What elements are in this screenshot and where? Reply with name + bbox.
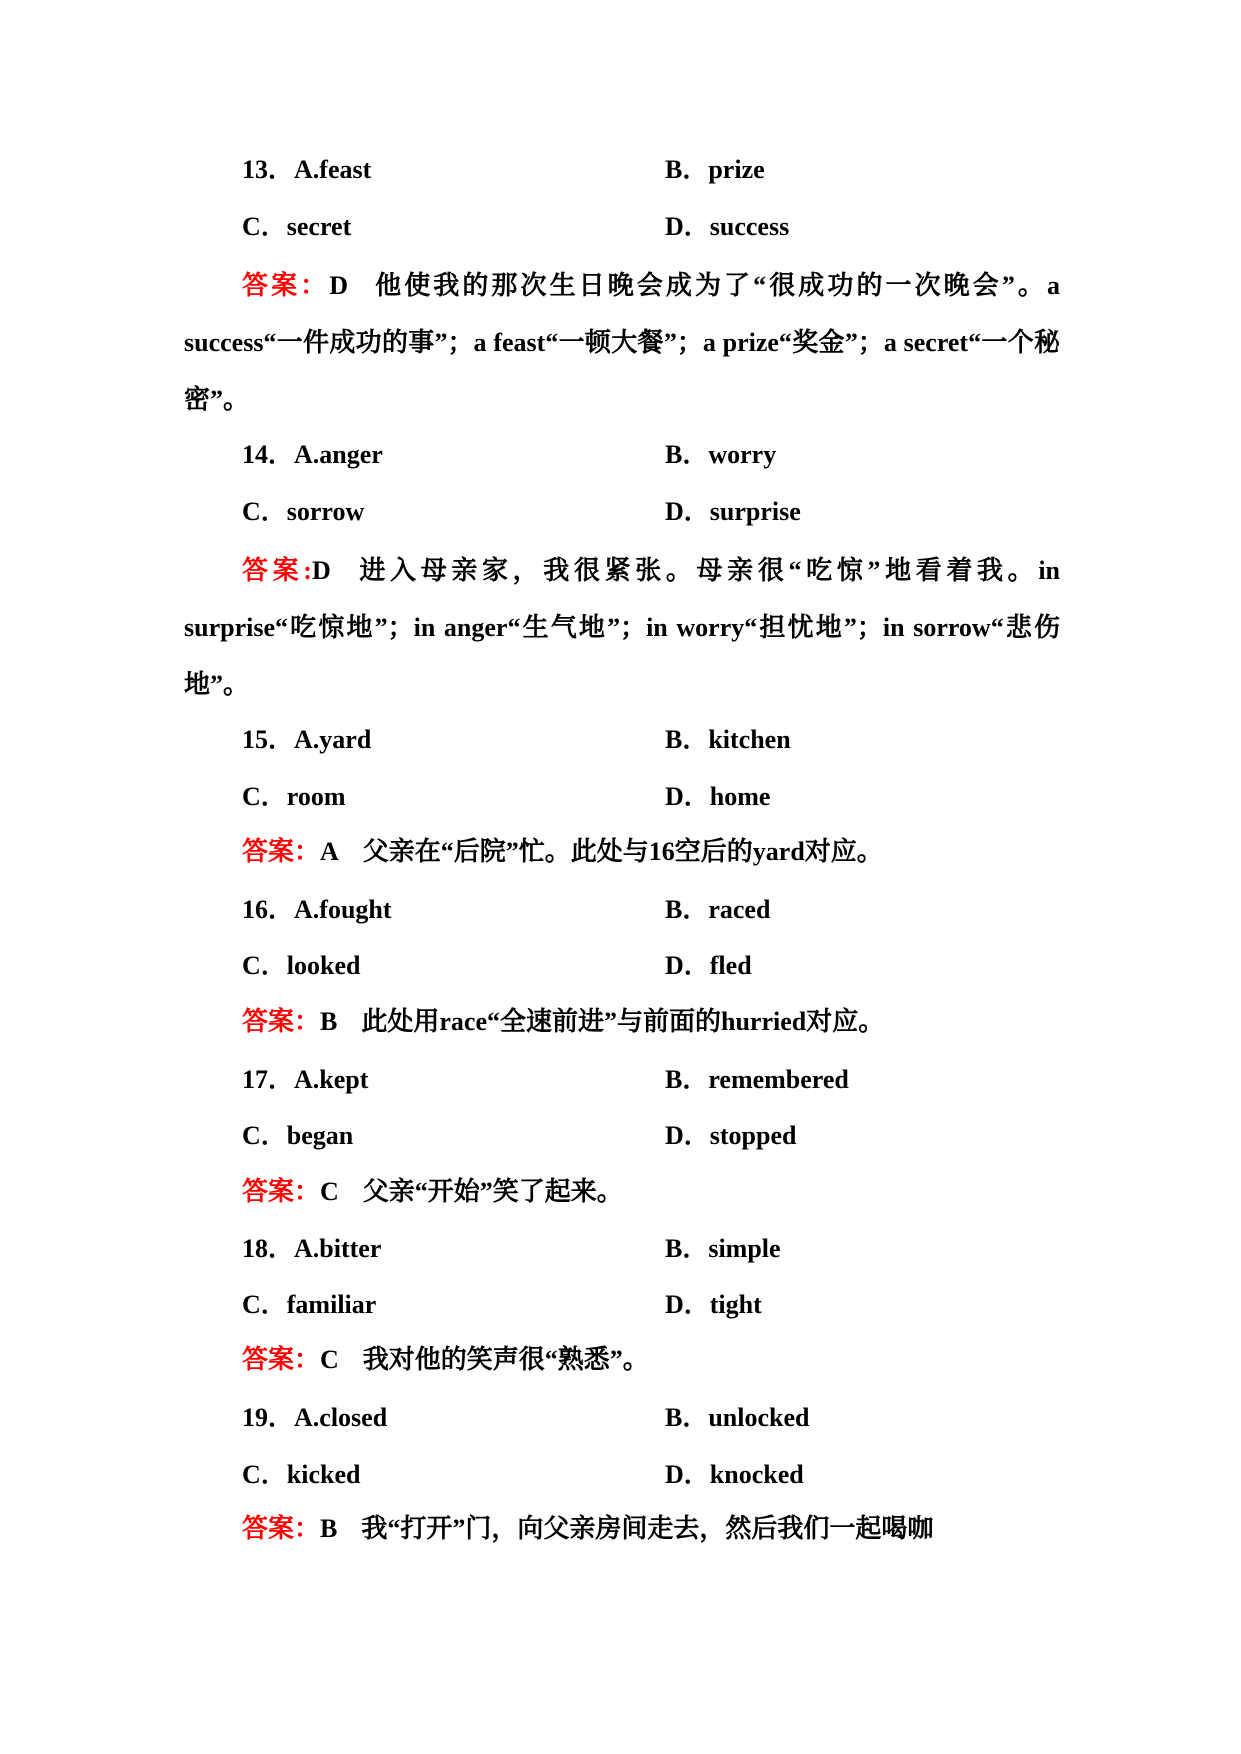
answer-explanation: 父亲在“后院”忙。此处与16空后的yard对应。 <box>362 837 883 866</box>
option-row <box>0 777 1241 817</box>
option-d: D．success <box>665 212 790 241</box>
option-row <box>0 1455 1241 1495</box>
option-a: 14．A.anger <box>242 435 383 475</box>
question-number: 15． <box>242 725 295 754</box>
answer-paragraph <box>184 257 1060 428</box>
option-row <box>0 946 1241 986</box>
option-d: D．fled <box>665 951 752 980</box>
option-c: C．secret <box>242 212 352 241</box>
option-row <box>0 1229 1241 1269</box>
answer-explanation: 我对他的笑声很“熟悉”。 <box>362 1345 649 1374</box>
option-row <box>0 492 1241 532</box>
option-row <box>0 1398 1241 1438</box>
option-d: D．home <box>665 782 771 811</box>
answer-explanation: 他使我的那次生日晚会成为了“很成功的一次晚会”。a success“一件成功的事”；a feast“一顿大餐”；a prize“奖金”；a secret“一个秘密”。 <box>184 271 1060 414</box>
option-row <box>0 890 1241 930</box>
option-c: C．room <box>242 782 346 811</box>
option-b: B．kitchen <box>665 725 791 754</box>
question-number: 19． <box>242 1403 295 1432</box>
option-b: B．remembered <box>665 1065 849 1094</box>
option-row <box>0 1060 1241 1100</box>
answer-label: 答案: <box>242 556 312 585</box>
option-b: B．worry <box>665 440 777 469</box>
option-c: C．sorrow <box>242 497 365 526</box>
option-row <box>0 150 1241 190</box>
answer-explanation: 此处用race“全速前进”与前面的hurried对应。 <box>361 1007 885 1036</box>
option-a: 17．A.kept <box>242 1060 368 1100</box>
answer-label: 答案： <box>242 1345 321 1374</box>
option-b: B．prize <box>665 155 765 184</box>
answer-paragraph <box>184 542 1060 713</box>
answer-label: 答案： <box>242 271 330 300</box>
option-row <box>0 1116 1241 1156</box>
option-b: B．simple <box>665 1234 781 1263</box>
option-d: D．tight <box>665 1290 762 1319</box>
answer-key: D <box>311 556 331 585</box>
answer-label: 答案： <box>242 1007 321 1036</box>
question-number: 13． <box>242 155 295 184</box>
answer-paragraph <box>184 1500 1060 1557</box>
answer-key: D <box>329 271 349 300</box>
option-row <box>0 207 1241 247</box>
answer-label: 答案： <box>242 837 321 866</box>
answer-paragraph <box>184 993 1060 1050</box>
question-number: 17． <box>242 1065 295 1094</box>
option-b: B．raced <box>665 895 771 924</box>
answer-key: A <box>320 837 339 866</box>
option-c: C．familiar <box>242 1290 377 1319</box>
option-a: 19．A.closed <box>242 1398 387 1438</box>
option-row <box>0 720 1241 760</box>
answer-key: B <box>320 1514 338 1543</box>
option-c: C．began <box>242 1121 354 1150</box>
answer-explanation: 我“打开”门，向父亲房间走去，然后我们一起喝咖 <box>361 1514 934 1543</box>
answer-paragraph <box>184 823 1060 880</box>
option-row <box>0 1285 1241 1325</box>
answer-paragraph <box>184 1163 1060 1220</box>
answer-label: 答案： <box>242 1514 321 1543</box>
option-d: D．surprise <box>665 497 801 526</box>
answer-explanation: 进入母亲家，我很紧张。母亲很“吃惊”地看着我。in surprise“吃惊地”；in anger“生气地”；in worry“担忧地”；in sorrow“悲伤地”。 <box>184 556 1060 699</box>
question-number: 14． <box>242 440 295 469</box>
option-d: D．knocked <box>665 1460 804 1489</box>
answer-paragraph <box>184 1331 1060 1388</box>
question-number: 16． <box>242 895 295 924</box>
option-b: B．unlocked <box>665 1403 810 1432</box>
option-a: 16．A.fought <box>242 890 392 930</box>
option-c: C．kicked <box>242 1460 361 1489</box>
option-a: 13．A.feast <box>242 150 371 190</box>
answer-label: 答案： <box>242 1177 321 1206</box>
question-number: 18． <box>242 1234 295 1263</box>
answer-key: C <box>320 1345 339 1374</box>
option-c: C．looked <box>242 951 361 980</box>
answer-explanation: 父亲“开始”笑了起来。 <box>362 1177 623 1206</box>
option-row <box>0 435 1241 475</box>
answer-key: C <box>320 1177 339 1206</box>
option-a: 18．A.bitter <box>242 1229 381 1269</box>
option-d: D．stopped <box>665 1121 797 1150</box>
answer-key: B <box>320 1007 338 1036</box>
option-a: 15．A.yard <box>242 720 371 760</box>
